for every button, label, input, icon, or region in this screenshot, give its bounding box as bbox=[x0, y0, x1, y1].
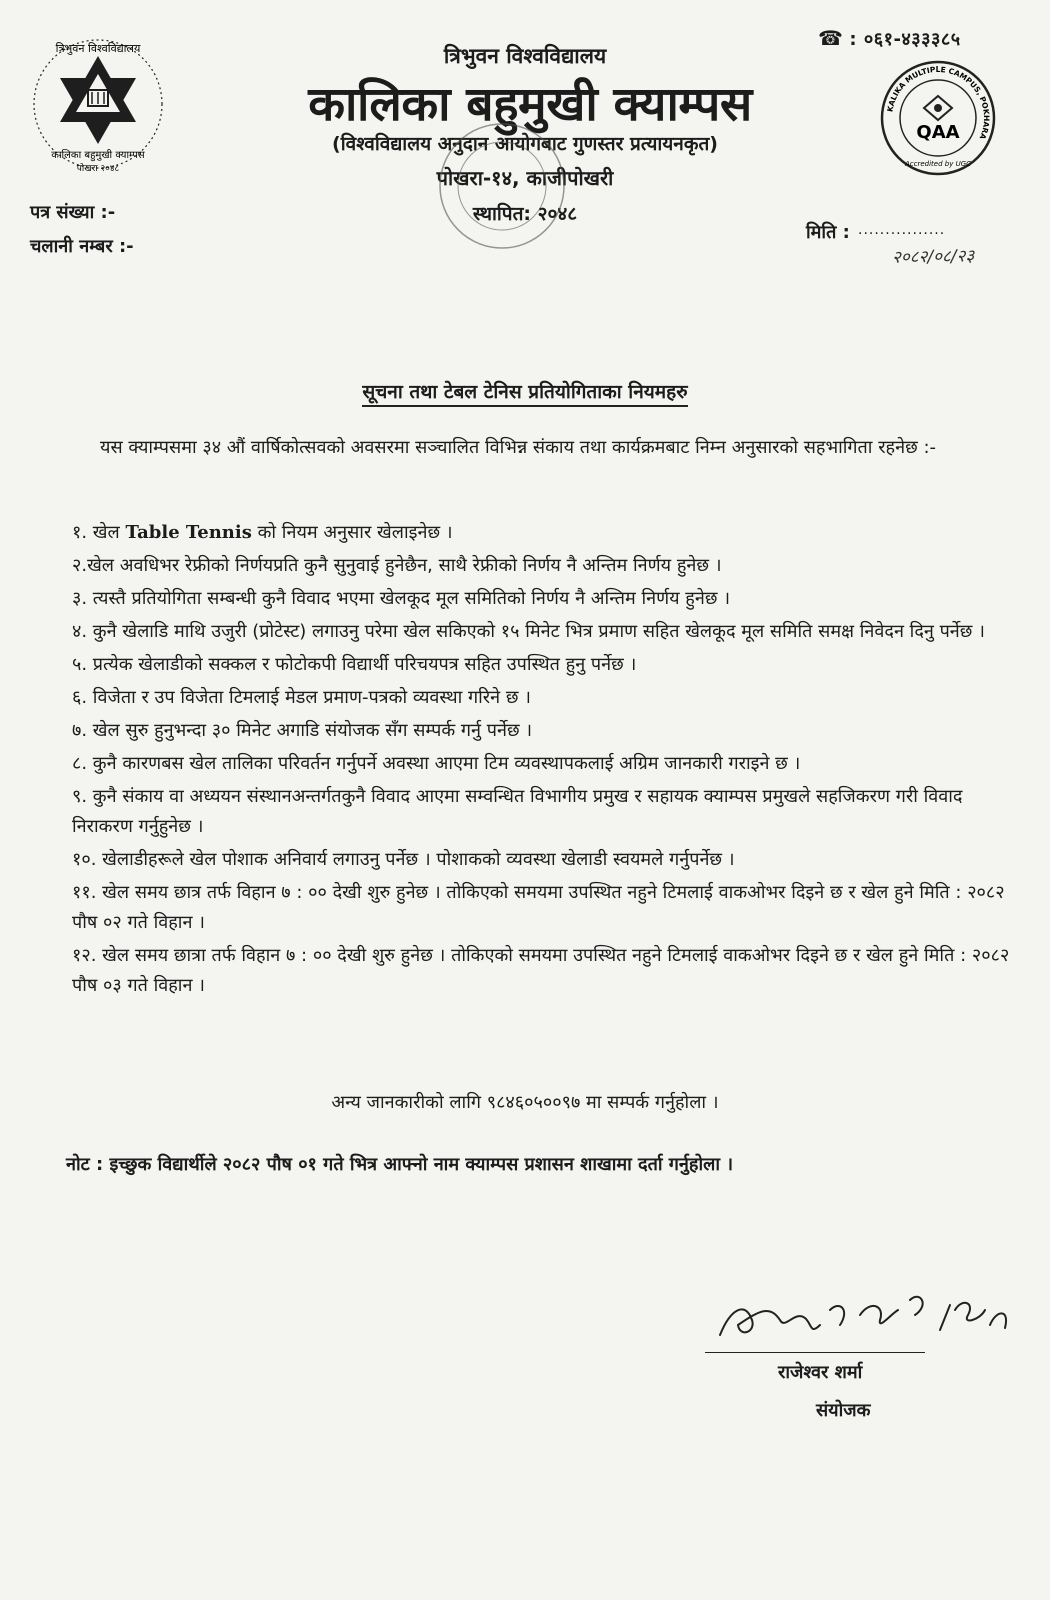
notice-intro: यस क्याम्पसमा ३४ औं वार्षिकोत्सवको अवसरमा सञ्चालित विभिन्न संकाय तथा कार्यक्रमबाट निम्न अनुसारको सहभागिता रहनेछ :- bbox=[100, 437, 937, 458]
logo-right-ring-text: KALIKA MULTIPLE CAMPUS, POKHARA bbox=[885, 64, 992, 141]
rule-item: ३. त्यस्तै प्रतियोगिता सम्बन्धी कुनै विवाद भएमा खेलकूद मूल समितिको निर्णय नै अन्तिम निर्णय हुनेछ । bbox=[72, 588, 731, 609]
rule-item: ८. कुनै कारणबस खेल तालिका परिवर्तन गर्नुपर्ने अवस्था आएमा टिम व्यवस्थापकलाई अग्रिम जानकारी गराइने छ । bbox=[72, 753, 801, 774]
logo-left-year-text: पोखरा २०४८ bbox=[76, 164, 120, 174]
logo-right-center-text: QAA bbox=[916, 122, 960, 143]
phone-text: : ०६१-४३३३८५ bbox=[849, 29, 961, 50]
campus-address: पोखरा-१४, काजीपोखरी bbox=[436, 166, 614, 190]
rule-item: ९. कुनै संकाय वा अध्ययन संस्थानअन्तर्गतकुनै विवाद आएमा सम्वन्धित विभागीय प्रमुख र सहायक क्याम्पस प्रमुखले सहजिकरण गरी विवाद निराकरण गर्नुहुनेछ । bbox=[72, 786, 963, 837]
signatory-name: राजेश्वर शर्मा bbox=[778, 1362, 863, 1383]
qaa-accreditation-logo bbox=[878, 58, 998, 178]
accreditation-line: (विश्वविद्यालय अनुदान आयोगबाट गुणस्तर प्रत्यायनकृत) bbox=[332, 133, 718, 155]
rule-item: २.खेल अवधिभर रेफ्रीको निर्णयप्रति कुनै सुनुवाई हुनेछैन, साथै रेफ्रीको निर्णय नै अन्तिम निर्णय हुनेछ । bbox=[72, 555, 722, 576]
rule-1-suffix: को नियम अनुसार खेलाइनेछ । bbox=[251, 522, 453, 543]
dispatch-number-label: चलानी नम्बर :- bbox=[30, 236, 134, 257]
phone-icon: ☎ bbox=[818, 26, 844, 50]
date-value: २०८२/०८/२३ bbox=[891, 246, 975, 268]
notice-title bbox=[0, 378, 1050, 404]
established-year: स्थापित: २०४८ bbox=[472, 203, 578, 225]
rule-item: १२. खेल समय छात्रा तर्फ विहान ७ : ०० देखी शुरु हुनेछ । तोकिएको समयमा उपस्थित नहुने टिमलाई वाकओभर दिइने छ र खेल हुने मिति : २०८२ पौष ०३ गते विहान । bbox=[72, 945, 1010, 996]
rule-item bbox=[72, 518, 1012, 548]
rule-item: ६. विजेता र उप विजेता टिमलाई मेडल प्रमाण-पत्रको व्यवस्था गरिने छ । bbox=[72, 687, 531, 708]
rule-item: ११. खेल समय छात्र तर्फ विहान ७ : ०० देखी शुरु हुनेछ । तोकिएको समयमा उपस्थित नहुने टिमलाई वाकओभर दिइने छ र खेल हुने मिति : २०८२ पौष ०२ गते विहान । bbox=[72, 882, 1005, 933]
logo-left-top-text: त्रिभुवन विश्वविद्यालय bbox=[55, 42, 141, 55]
rule-item: ५. प्रत्येक खेलाडीको सक्कल र फोटोकपी विद्यार्थी परिचयपत्र सहित उपस्थित हुनु पर्नेछ । bbox=[72, 654, 637, 675]
logo-left-bottom-text: कालिका बहुमुखी क्याम्पस bbox=[51, 150, 145, 161]
rule-1-prefix: १. खेल bbox=[72, 522, 126, 543]
logo-right-bottom-text: Accredited by UGC bbox=[904, 160, 972, 168]
signatory-role: संयोजक bbox=[816, 1400, 871, 1421]
rule-item: ४. कुनै खेलाडि माथि उजुरी (प्रोटेस्ट) लगाउनु परेमा खेल सकिएको १५ मिनेट भित्र प्रमाण सहित खेलकूद मूल समिति समक्ष निवेदन दिनु पर्नेछ । bbox=[72, 621, 985, 642]
reference-number-label: पत्र संख्या :- bbox=[30, 202, 116, 223]
notice-title-text: सूचना तथा टेबल टेनिस प्रतियोगिताका नियमहरु bbox=[362, 381, 687, 407]
date-dots: ................ bbox=[858, 222, 946, 238]
university-name: त्रिभुवन विश्वविद्यालय bbox=[443, 44, 607, 68]
signature-line bbox=[705, 1352, 925, 1353]
office-stamp bbox=[432, 116, 572, 256]
contact-line: अन्य जानकारीको लागि ९८४६०५००९७ मा सम्पर्क गर्नुहोला । bbox=[331, 1092, 719, 1113]
date-label: मिति : bbox=[806, 222, 850, 243]
handwritten-signature bbox=[700, 1280, 1020, 1350]
rules-list bbox=[72, 518, 1012, 1004]
registration-note: नोट : इच्छुक विद्यार्थीले २०८२ पौष ०१ गते भित्र आफ्नो नाम क्याम्पस प्रशासन शाखामा दर्ता गर्नुहोला । bbox=[66, 1154, 734, 1175]
rule-item: १०. खेलाडीहरूले खेल पोशाक अनिवार्य लगाउनु पर्नेछ । पोशाकको व्यवस्था खेलाडी स्वयमले गर्नुपर्नेछ । bbox=[72, 849, 735, 870]
rule-1-game-name: Table Tennis bbox=[125, 522, 252, 543]
campus-name: कालिका बहुमुखी क्याम्पस bbox=[308, 77, 752, 132]
rule-item: ७. खेल सुरु हुनुभन्दा ३० मिनेट अगाडि संयोजक सँग सम्पर्क गर्नु पर्नेछ । bbox=[72, 720, 533, 741]
